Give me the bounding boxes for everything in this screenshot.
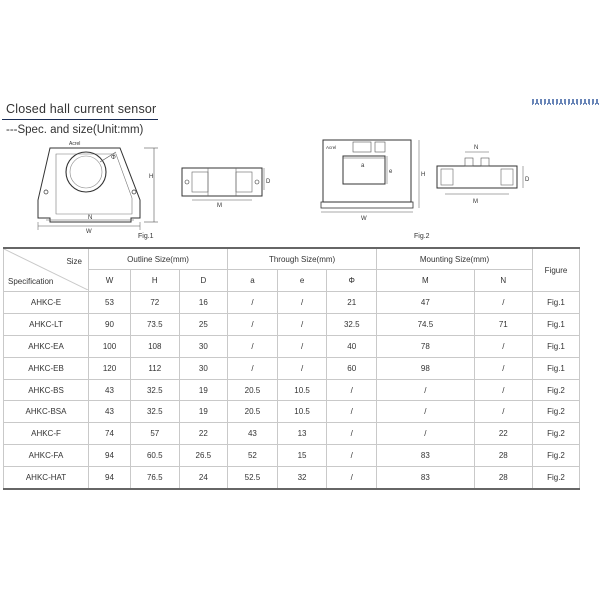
value-cell: / — [228, 292, 278, 314]
spec-cell: AHKC-E — [4, 292, 89, 314]
fig1-through-hole-inner — [70, 156, 102, 188]
figure-cell: Fig.2 — [533, 379, 580, 401]
fig2-dim-e: e — [389, 169, 393, 175]
value-cell: / — [377, 379, 475, 401]
value-cell: 32.5 — [131, 379, 180, 401]
value-cell: 30 — [179, 335, 228, 357]
fig2-dim-m: M — [473, 199, 478, 205]
figure-header: Figure — [533, 248, 580, 292]
value-cell: 71 — [474, 313, 532, 335]
page-subtitle: ---Spec. and size(Unit:mm) — [6, 124, 144, 136]
value-cell: 74 — [89, 423, 131, 445]
value-cell: 43 — [89, 401, 131, 423]
fig1-dim-phi: Φ — [111, 155, 116, 161]
value-cell: 74.5 — [377, 313, 475, 335]
figure-cell: Fig.2 — [533, 423, 580, 445]
fig2-brand-text: Acrel — [326, 145, 337, 150]
value-cell: / — [277, 292, 327, 314]
table-row — [4, 335, 580, 357]
subheader-a: a — [228, 270, 278, 292]
value-cell: 94 — [89, 445, 131, 467]
subheader-e: e — [277, 270, 327, 292]
value-cell: 90 — [89, 313, 131, 335]
value-cell: / — [228, 357, 278, 379]
through-size-header: Through Size(mm) — [228, 248, 377, 270]
value-cell: / — [474, 357, 532, 379]
fig2-label: Fig.2 — [414, 233, 430, 240]
figure-cell: Fig.2 — [533, 401, 580, 423]
fig1-label: Fig.1 — [138, 233, 154, 240]
spec-table — [3, 247, 580, 490]
fig2-dim-d: D — [525, 177, 530, 183]
value-cell: 120 — [89, 357, 131, 379]
value-cell: 32 — [277, 467, 327, 489]
table-row — [4, 467, 580, 489]
corner-size-label: Size — [66, 257, 82, 266]
value-cell: / — [474, 292, 532, 314]
value-cell: / — [277, 357, 327, 379]
fig1-d-dim — [262, 164, 274, 194]
value-cell: 32.5 — [131, 401, 180, 423]
fig1-dim-n: N — [88, 215, 93, 221]
subheader-m: M — [377, 270, 475, 292]
value-cell: 32.5 — [327, 313, 377, 335]
value-cell: / — [327, 423, 377, 445]
value-cell: / — [327, 445, 377, 467]
value-cell: / — [228, 313, 278, 335]
mounting-size-header: Mounting Size(mm) — [377, 248, 533, 270]
fig1-dim-h: H — [149, 174, 154, 180]
fig1-mount-hole-left — [44, 190, 48, 194]
value-cell: 10.5 — [277, 379, 327, 401]
value-cell: 26.5 — [179, 445, 228, 467]
value-cell: / — [327, 401, 377, 423]
fig1-dim-w: W — [86, 229, 92, 235]
value-cell: 20.5 — [228, 379, 278, 401]
figure-cell: Fig.2 — [533, 445, 580, 467]
value-cell: 20.5 — [228, 401, 278, 423]
corner-spec-label: Specification — [8, 277, 54, 286]
value-cell: 60.5 — [131, 445, 180, 467]
page-title: Closed hall current sensor — [6, 102, 157, 116]
value-cell: 40 — [327, 335, 377, 357]
fig2-side-outline — [437, 166, 517, 188]
value-cell: 43 — [89, 379, 131, 401]
value-cell: 53 — [89, 292, 131, 314]
value-cell: 52.5 — [228, 467, 278, 489]
subheader-d: D — [179, 270, 228, 292]
value-cell: 25 — [179, 313, 228, 335]
value-cell: 52 — [228, 445, 278, 467]
figure-cell: Fig.1 — [533, 292, 580, 314]
spec-cell: AHKC-LT — [4, 313, 89, 335]
corner-header-cell — [4, 248, 89, 292]
fig1-body-outline — [38, 148, 140, 222]
table-row — [4, 357, 580, 379]
value-cell: / — [327, 379, 377, 401]
spec-cell: AHKC-EA — [4, 335, 89, 357]
value-cell: / — [377, 401, 475, 423]
value-cell: / — [277, 335, 327, 357]
value-cell: 76.5 — [131, 467, 180, 489]
value-cell: 16 — [179, 292, 228, 314]
value-cell: 47 — [377, 292, 475, 314]
value-cell: 28 — [474, 445, 532, 467]
spec-cell: AHKC-F — [4, 423, 89, 445]
table-row — [4, 401, 580, 423]
value-cell: / — [474, 401, 532, 423]
value-cell: 73.5 — [131, 313, 180, 335]
value-cell: 22 — [179, 423, 228, 445]
value-cell: 30 — [179, 357, 228, 379]
fig1-mount-hole-right — [132, 190, 136, 194]
figure-cell: Fig.1 — [533, 335, 580, 357]
fig1-body-inner — [56, 154, 132, 214]
fig1-drawing — [28, 138, 268, 238]
value-cell: / — [277, 313, 327, 335]
value-cell: 57 — [131, 423, 180, 445]
value-cell: 78 — [377, 335, 475, 357]
value-cell: / — [474, 335, 532, 357]
table-row — [4, 313, 580, 335]
subheader-n: N — [474, 270, 532, 292]
value-cell: 83 — [377, 467, 475, 489]
value-cell: 19 — [179, 379, 228, 401]
table-row — [4, 445, 580, 467]
figure-cell: Fig.2 — [533, 467, 580, 489]
outline-size-header: Outline Size(mm) — [89, 248, 228, 270]
fig2-through-window — [343, 156, 385, 184]
value-cell: 83 — [377, 445, 475, 467]
value-cell: 15 — [277, 445, 327, 467]
spec-cell: AHKC-BSA — [4, 401, 89, 423]
figure-cell: Fig.1 — [533, 357, 580, 379]
value-cell: 24 — [179, 467, 228, 489]
value-cell: / — [327, 467, 377, 489]
value-cell: 21 — [327, 292, 377, 314]
subheader-phi: Φ — [327, 270, 377, 292]
value-cell: / — [377, 423, 475, 445]
table-row — [4, 292, 580, 314]
value-cell: 72 — [131, 292, 180, 314]
table-row — [4, 423, 580, 445]
value-cell: 13 — [277, 423, 327, 445]
subheader-h: H — [131, 270, 180, 292]
figure-cell: Fig.1 — [533, 313, 580, 335]
spec-cell: AHKC-HAT — [4, 467, 89, 489]
table-row — [4, 379, 580, 401]
fig2-dim-a: a — [361, 163, 365, 169]
value-cell: / — [474, 379, 532, 401]
value-cell: 28 — [474, 467, 532, 489]
fig1-through-hole — [66, 152, 106, 192]
decorative-stripes-lower — [532, 103, 600, 105]
spec-cell: AHKC-EB — [4, 357, 89, 379]
title-underline — [2, 119, 158, 120]
value-cell: 108 — [131, 335, 180, 357]
value-cell: 10.5 — [277, 401, 327, 423]
value-cell: 100 — [89, 335, 131, 357]
value-cell: 19 — [179, 401, 228, 423]
fig2-dim-n: N — [474, 145, 479, 151]
fig1-dim-m: M — [217, 203, 222, 209]
value-cell: / — [228, 335, 278, 357]
spec-cell: AHKC-BS — [4, 379, 89, 401]
fig2-dim-w: W — [361, 216, 367, 222]
value-cell: 94 — [89, 467, 131, 489]
fig1-brand-text: Acrel — [69, 141, 81, 147]
spec-cell: AHKC-FA — [4, 445, 89, 467]
value-cell: 112 — [131, 357, 180, 379]
value-cell: 60 — [327, 357, 377, 379]
fig2-drawing — [315, 136, 535, 226]
value-cell: 43 — [228, 423, 278, 445]
subheader-w: W — [89, 270, 131, 292]
svg-text:D: D — [266, 179, 271, 185]
fig2-dim-h: H — [421, 172, 426, 178]
value-cell: 22 — [474, 423, 532, 445]
value-cell: 98 — [377, 357, 475, 379]
